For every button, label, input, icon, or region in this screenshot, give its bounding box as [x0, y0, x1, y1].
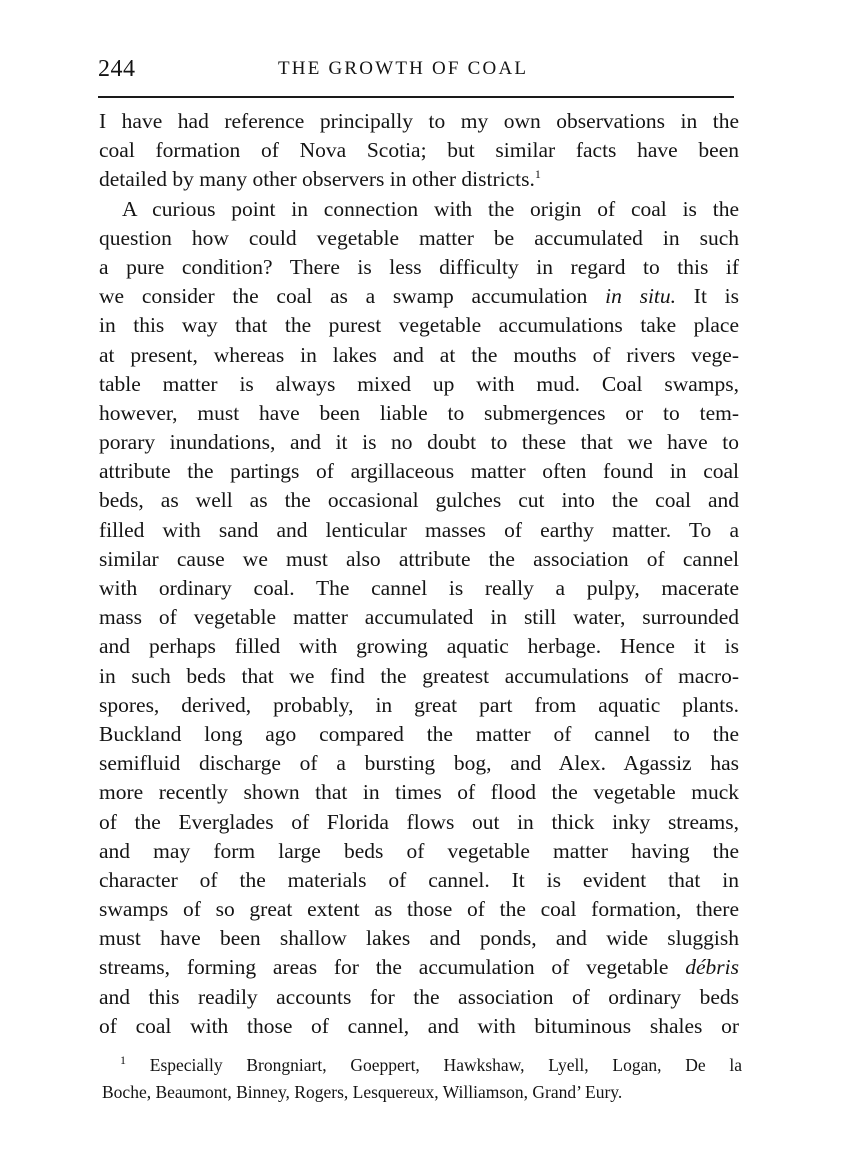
line-text: we consider the coal as a swamp accumulation [99, 284, 606, 309]
text-line [99, 165, 739, 194]
text-line [99, 953, 739, 982]
text-line: attribute the partings of argillaceous matter often found in coal [99, 459, 739, 484]
text-line: mass of vegetable matter accumulated in still water, surrounded [99, 605, 739, 630]
line-text: detailed by many other observers in other districts. [99, 167, 535, 192]
text-line [99, 282, 739, 311]
text-line: similar cause we must also attribute the association of cannel [99, 546, 739, 571]
text-line: semifluid discharge of a bursting bog, and Alex. Agassiz has [99, 751, 739, 776]
italic-term-in-situ: in situ. [605, 284, 677, 309]
text-line: and may form large beds of vegetable matter having the [99, 838, 739, 863]
text-line: a pure condition? There is less difficulty in regard to this if [99, 254, 739, 279]
text-line: Buckland long ago compared the matter of cannel to the [99, 721, 739, 746]
text-line: and this readily accounts for the association of ordinary beds [99, 984, 739, 1009]
paragraph-first-line: A curious point in connection with the origin of coal is the [122, 196, 739, 221]
text-line: with ordinary coal. The cannel is really a pulpy, macerate [99, 576, 739, 600]
text-line: swamps of so great extent as those of the coal formation, there [99, 897, 739, 922]
footnote-line: Boche, Beaumont, Binney, Rogers, Lesquereux, Williamson, Grand’ Eury. [102, 1082, 623, 1102]
text-line: and perhaps filled with growing aquatic herbage. Hence it is [99, 634, 739, 659]
footnote-marker: 1 [120, 1053, 126, 1068]
text-line: character of the materials of cannel. It is evident that in [99, 867, 739, 892]
text-line: spores, derived, probably, in great part from aquatic plants. [99, 692, 739, 717]
text-line: beds, as well as the occasional gulches cut into the coal and [99, 488, 739, 513]
page-number: 244 [98, 56, 136, 82]
line-text: streams, forming areas for the accumulation of vegetable [99, 955, 686, 980]
body-text [99, 107, 739, 1041]
text-line: porary inundations, and it is no doubt to these that we have to [99, 430, 739, 455]
line-text: It is [676, 284, 740, 309]
text-line: must have been shallow lakes and ponds, and wide sluggish [99, 926, 739, 951]
text-line: question how could vegetable matter be accumulated in such [99, 225, 739, 250]
text-line: of coal with those of cannel, and with bituminous shales or [99, 1013, 739, 1038]
running-title: THE GROWTH OF COAL [278, 58, 529, 79]
text-line: at present, whereas in lakes and at the mouths of rivers vege- [99, 342, 739, 367]
text-line: more recently shown that in times of flood the vegetable muck [99, 780, 739, 805]
footnote-text: Especially Brongniart, Goeppert, Hawkshaw, Lyell, Logan, De la [149, 1055, 742, 1075]
text-line: I have had reference principally to my own observations in the [99, 109, 739, 133]
header-rule [98, 96, 734, 98]
text-line: in such beds that we find the greatest accumulations of macro- [99, 663, 739, 688]
page-header [98, 50, 738, 90]
footnote-line [102, 1052, 742, 1079]
italic-term-debris: débris [685, 955, 739, 980]
text-line: coal formation of Nova Scotia; but similar facts have been [99, 138, 739, 163]
footnote [102, 1052, 742, 1106]
text-line: however, must have been liable to submergences or to tem- [99, 400, 739, 425]
text-line: of the Everglades of Florida flows out in thick inky streams, [99, 809, 739, 834]
footnote-reference: 1 [534, 167, 541, 182]
text-line: table matter is always mixed up with mud. Coal swamps, [99, 371, 739, 396]
text-line: in this way that the purest vegetable accumulations take place [99, 313, 739, 338]
text-line: filled with sand and lenticular masses of earthy matter. To a [99, 517, 739, 542]
